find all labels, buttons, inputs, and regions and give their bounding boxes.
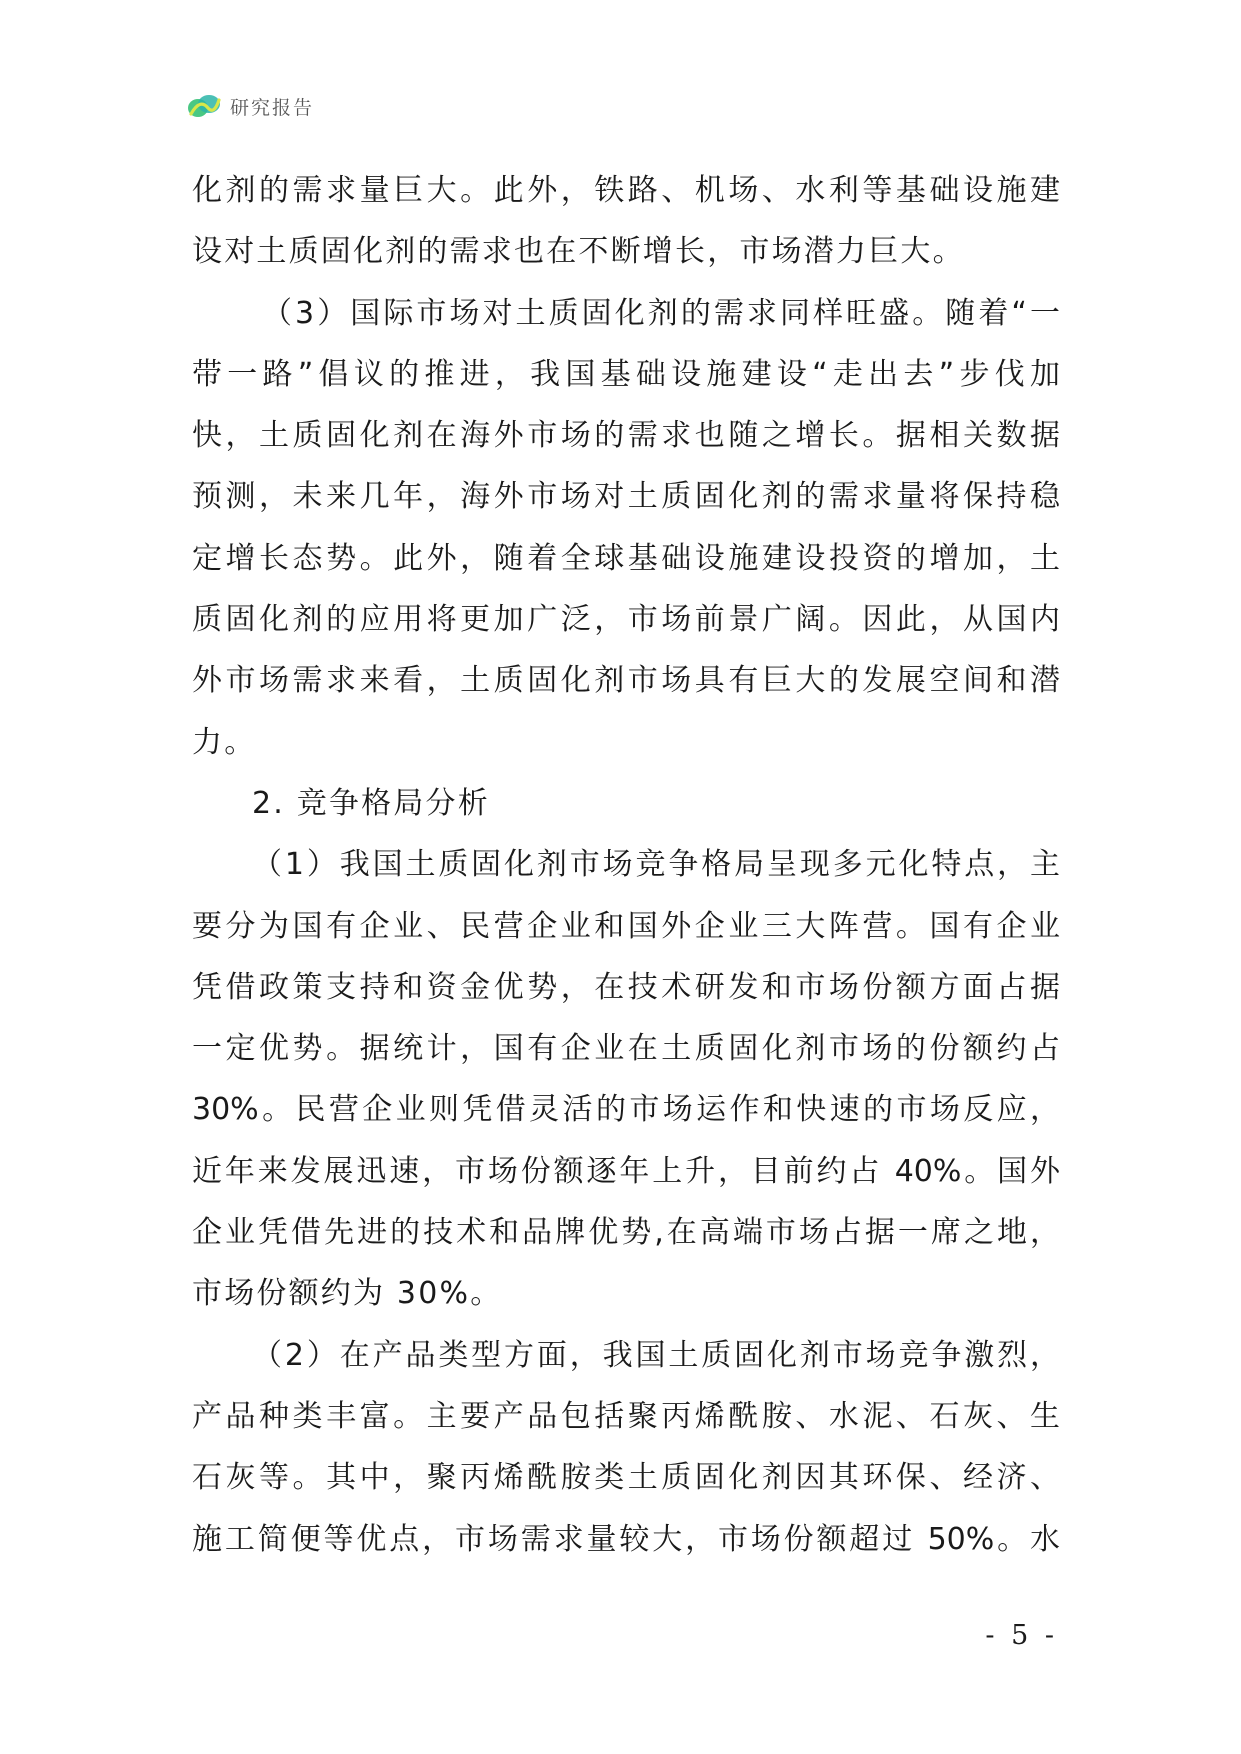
paragraph-line: 一定优势。据统计，国有企业在土质固化剂市场的份额约占 <box>192 1031 1060 1067</box>
paragraph-line: 施工简便等优点，市场需求量较大，市场份额超过 50%。水 <box>192 1521 1060 1557</box>
paragraph-line: 质固化剂的应用将更加广泛，市场前景广阔。因此，从国内 <box>192 602 1060 638</box>
paragraph-line: 企业凭借先进的技术和品牌优势,在高端市场占据一席之地， <box>192 1215 1060 1251</box>
header-title: 研究报告 <box>230 96 315 119</box>
paragraph-line: 产品种类丰富。主要产品包括聚丙烯酰胺、水泥、石灰、生 <box>192 1398 1060 1434</box>
paragraph-line: （1）我国土质固化剂市场竞争格局呈现多元化特点，主 <box>252 847 1060 883</box>
paragraph-line: 带一路”倡议的推进，我国基础设施建设“走出去”步伐加 <box>192 356 1060 392</box>
paragraph-line: 近年来发展迅速，市场份额逐年上升，目前约占 40%。国外 <box>192 1153 1060 1189</box>
paragraph-line: 30%。民营企业则凭借灵活的市场运作和快速的市场反应， <box>192 1092 1060 1128</box>
paragraph-line: （3）国际市场对土质固化剂的需求同样旺盛。随着“一 <box>262 295 1060 331</box>
logo-icon <box>186 88 222 124</box>
paragraph-line: 设对土质固化剂的需求也在不断增长，市场潜力巨大。 <box>192 234 965 270</box>
document-body <box>192 160 1060 1570</box>
paragraph-line: 定增长态势。此外，随着全球基础设施建设投资的增加，土 <box>192 540 1060 576</box>
section-heading: 2. 竞争格局分析 <box>252 785 490 821</box>
paragraph-line: 外市场需求来看，土质固化剂市场具有巨大的发展空间和潜 <box>192 663 1060 699</box>
paragraph-line: 力。 <box>192 724 257 760</box>
paragraph-line: （2）在产品类型方面，我国土质固化剂市场竞争激烈， <box>252 1337 1060 1373</box>
paragraph-line: 凭借政策支持和资金优势，在技术研发和市场份额方面占据 <box>192 969 1060 1005</box>
document-header <box>186 86 314 126</box>
paragraph-line: 化剂的需求量巨大。此外，铁路、机场、水利等基础设施建 <box>192 173 1060 208</box>
paragraph-line: 快，土质固化剂在海外市场的需求也随之增长。据相关数据 <box>192 418 1060 454</box>
paragraph-line: 市场份额约为 30%。 <box>192 1276 503 1312</box>
paragraph-line: 要分为国有企业、民营企业和国外企业三大阵营。国有企业 <box>192 908 1060 944</box>
page-number: - 5 - <box>985 1620 1058 1651</box>
paragraph-line: 石灰等。其中，聚丙烯酰胺类土质固化剂因其环保、经济、 <box>192 1460 1060 1496</box>
paragraph-line: 预测，未来几年，海外市场对土质固化剂的需求量将保持稳 <box>192 479 1060 515</box>
